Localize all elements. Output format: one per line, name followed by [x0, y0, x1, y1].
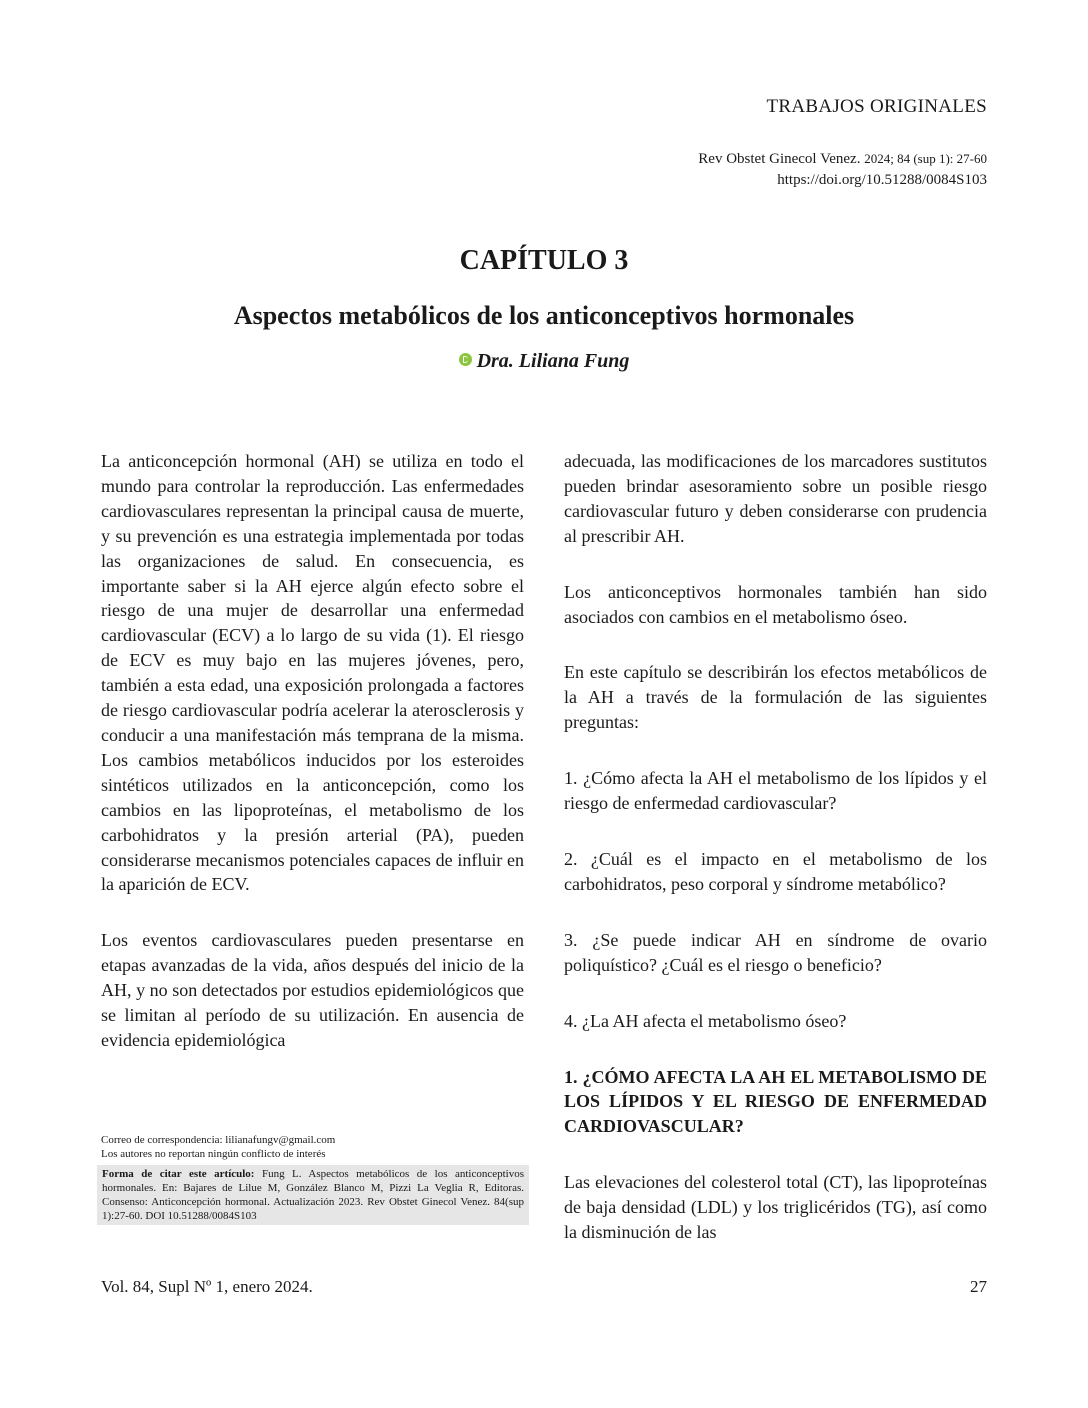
paragraph: En este capítulo se describirán los efectos metabólicos de la AH a través de la formulación de las siguientes preguntas: — [564, 662, 987, 733]
paragraph: adecuada, las modificaciones de los marcadores sustitutos pueden brindar asesoramiento sobre un posible riesgo cardiovascular futuro y deben considerarse con prudencia al prescribir AH. — [564, 451, 987, 546]
citation-box — [97, 1165, 529, 1225]
right-column — [564, 449, 987, 1276]
left-column — [101, 449, 524, 1084]
question-item: 2. ¿Cuál es el impacto en el metabolismo de los carbohidratos, peso corporal y síndrome metabólico? — [564, 848, 987, 894]
conflict-note: Los autores no reportan ningún conflicto de interés — [101, 1148, 326, 1160]
paragraph: La anticoncepción hormonal (AH) se utiliza en todo el mundo para controlar la reproducción. Las enfermedades cardiovasculares representan la principal causa de muerte, y su prevención es una estrategia implementada por todas las organizaciones de salud. En consecuencia, es importante saber si la AH ejerce algún efecto sobre el riesgo de una mujer de desarrollar una enfermedad cardiovascular (ECV) a lo largo de su vida (1). El riesgo de ECV es muy bajo en las mujeres jóvenes, pero, también a esta edad, una exposición prolongada a factores de riesgo cardiovascular podría acelerar la aterosclerosis y conducir a una manifestación más temprana de la misma. Los cambios metabólicos inducidos por los esteroides sintéticos utilizados en la anticoncepción, como los cambios en las lipoproteínas, el metabolismo de los carbohidratos y la presión arterial (PA), pueden considerarse mecanismos potenciales capaces de influir en la aparición de ECV. — [101, 451, 524, 895]
paragraph: Los anticonceptivos hormonales también han sido asociados con cambios en el metabolismo óseo. — [564, 581, 987, 627]
paragraph: Los eventos cardiovasculares pueden presentarse en etapas avanzadas de la vida, años después del inicio de la AH, y no son detectados por estudios epidemiológicos que se limitan al período de su utilización. En ausencia de evidencia epidemiológica — [101, 930, 524, 1050]
footer-volume: Vol. 84, Supl Nº 1, enero 2024. — [101, 1277, 313, 1296]
paragraph: Las elevaciones del colesterol total (CT), las lipoproteínas de baja densidad (LDL) y los triglicéridos (TG), así como la disminución de las — [564, 1172, 987, 1243]
citation-label: Forma de citar este artículo: — [102, 1168, 255, 1180]
section-label: TRABAJOS ORIGINALES — [766, 96, 987, 117]
author-line — [0, 350, 1088, 373]
chapter-title: CAPÍTULO 3 — [459, 245, 629, 276]
section-heading: 1. ¿CÓMO AFECTA LA AH EL METABOLISMO DE LOS LÍPIDOS Y EL RIESGO DE ENFERMEDAD CARDIOVASCULAR? — [564, 1066, 987, 1137]
journal-name: Rev Obstet Ginecol Venez. — [698, 151, 861, 167]
question-item: 4. ¿La AH afecta el metabolismo óseo? — [564, 1010, 847, 1031]
journal-citation — [698, 148, 987, 191]
footnotes — [101, 1133, 529, 1161]
question-item: 3. ¿Se puede indicar AH en síndrome de ovario poliquístico? ¿Cuál es el riesgo o beneficio? — [564, 929, 987, 975]
author-name: Dra. Liliana Fung — [476, 350, 630, 372]
journal-issue: 2024; 84 (sup 1): 27-60 — [864, 151, 987, 166]
article-title: Aspectos metabólicos de los anticonceptivos hormonales — [233, 301, 855, 330]
correspondence-note: Correo de correspondencia: lilianafungv@gmail.com — [101, 1134, 336, 1146]
orcid-icon[interactable] — [459, 353, 472, 366]
page-number: 27 — [970, 1277, 987, 1296]
doi-link[interactable]: https://doi.org/10.51288/0084S103 — [777, 172, 987, 188]
question-item: 1. ¿Cómo afecta la AH el metabolismo de los lípidos y el riesgo de enfermedad cardiovascular? — [564, 768, 987, 814]
citation-text: Fung L. Aspectos metabólicos de los anticonceptivos hormonales. En: Bajares de Lilue M, González Blanco M, Pizzi La Veglia R, Editoras. Consenso: Anticoncepción hormonal. Actualización 2023. Rev Obstet Ginecol Venez. 84(sup 1):27-60. DOI 10.51288/0084S103 — [102, 1168, 524, 1222]
